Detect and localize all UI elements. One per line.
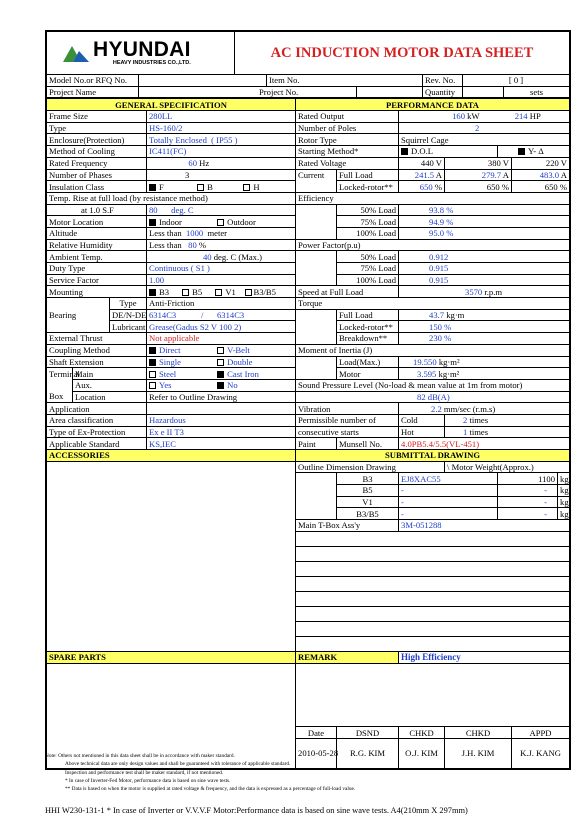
starts-label-2: consecutive starts	[296, 426, 399, 438]
signoff-appd-value[interactable]: K.J. KANG	[512, 739, 570, 768]
enclosure-value[interactable]: Totally Enclosed ( IP55 )	[147, 134, 296, 146]
type-label: Type	[47, 122, 147, 134]
coupling-label: Coupling Method	[47, 344, 147, 356]
signoff-chkd2-label: CHKD	[445, 727, 512, 739]
shaft-options[interactable]: Single Double	[147, 356, 296, 368]
indoor-checkbox[interactable]	[149, 219, 156, 226]
mount-b3b5-checkbox[interactable]	[245, 289, 252, 296]
frame-size-value[interactable]: 280LL	[147, 111, 296, 123]
application-label: Application	[47, 403, 147, 415]
humidity-label: Relative Humidity	[47, 239, 147, 251]
eff-spacer-2	[296, 216, 337, 228]
starting-option-dol[interactable]: D.O.L	[399, 146, 498, 158]
starts-cold-label: Cold	[399, 414, 445, 426]
qty-unit: sets	[504, 86, 570, 98]
current-full-380[interactable]: 279.7 A	[445, 169, 512, 181]
temp-rise-label: Temp. Rise at full load (by resistance method)	[47, 192, 296, 204]
tbox-main-label: Main	[73, 368, 147, 380]
title-table	[46, 31, 570, 75]
inertia-motor-value[interactable]: 3.595 kg·m²	[399, 368, 570, 380]
sub-b5-drawing[interactable]: -	[399, 485, 498, 497]
enclosure-label: Enclosure(Protection)	[47, 134, 147, 146]
eff-50-value[interactable]: 93.8 %	[399, 204, 570, 216]
temp-rise-value[interactable]: 80 deg. C	[147, 204, 296, 216]
note-line: * In case of Inverter-Fed Motor, performance data is based on sine wave tests.	[65, 777, 231, 784]
starts-cold-value[interactable]: 2 times	[445, 414, 570, 426]
sub-spacer-2	[296, 485, 337, 497]
sub-v1-unit: kg	[558, 496, 570, 508]
poles-value[interactable]: 2	[399, 122, 570, 134]
current-label: Current	[296, 169, 337, 181]
poles-label: Number of Poles	[296, 122, 399, 134]
qty-label: Quantity	[423, 86, 463, 98]
efficiency-label: Efficiency	[296, 192, 570, 204]
signoff-dsnd-value[interactable]: R.G. KIM	[337, 739, 399, 768]
vibration-value[interactable]: 2.2 mm/sec (r.m.s)	[399, 403, 570, 415]
starting-label: Starting Method*	[296, 146, 399, 158]
outline-label: Outline Dimension Drawing	[296, 461, 445, 473]
shaft-label: Shaft Extension	[47, 356, 147, 368]
logo-cell	[47, 32, 235, 75]
signoff-appd-label: APPD	[512, 727, 570, 739]
sub-v1-mount: V1	[337, 496, 399, 508]
current-lr-440[interactable]: 650 %	[399, 181, 445, 193]
cooling-value[interactable]: IC411(FC)	[147, 146, 296, 158]
tbox-assy-value[interactable]: 3M-051288	[399, 520, 570, 532]
voltage-440[interactable]: 440 V	[399, 157, 445, 169]
paint-label: Paint	[296, 438, 337, 450]
standard-label: Applicable Standard	[47, 438, 147, 450]
mount-b5-checkbox[interactable]	[182, 289, 189, 296]
rated-output-label: Rated Output	[296, 111, 399, 123]
submittal-blank-row[interactable]	[296, 621, 570, 636]
starts-label-1: Permissible number of	[296, 414, 399, 426]
signoff-date-label: Date	[296, 727, 337, 739]
eff-spacer-3	[296, 227, 337, 239]
location-options[interactable]: Indoor Outdoor	[147, 216, 296, 228]
bearing-type-label: Type	[110, 298, 147, 310]
inertia-label: Moment of Inertia (J)	[296, 344, 570, 356]
tbox-aux-label: Aux.	[73, 379, 147, 391]
pf-50-value[interactable]: 0.912	[399, 251, 570, 263]
inertia-spacer-1	[296, 356, 337, 368]
insulation-label: Insulation Class	[47, 181, 147, 193]
inertia-load-value[interactable]: 19.550 kg·m²	[399, 356, 570, 368]
current-full-label: Full Load	[337, 169, 399, 181]
header-table	[46, 75, 570, 98]
mount-v1-checkbox[interactable]	[215, 289, 222, 296]
pf-100-label: 100% Load	[337, 274, 399, 286]
thrust-label: External Thrust	[47, 333, 147, 345]
torque-bd-label: Breakdown**	[337, 333, 399, 345]
submittal-blank-row[interactable]	[296, 591, 570, 606]
torque-spacer-2	[296, 321, 337, 333]
sub-b3-weight[interactable]: 1100	[498, 473, 558, 485]
sub-b3-unit: kg	[558, 473, 570, 485]
section-general: GENERAL SPECIFICATION	[47, 99, 296, 111]
cooling-label: Method of Cooling	[47, 146, 147, 158]
temp-rise-sub: at 1.0 S.F	[47, 204, 147, 216]
notes	[45, 752, 571, 793]
area-value[interactable]: Hazardous	[147, 414, 296, 426]
section-accessories: ACCESSORIES	[47, 450, 296, 462]
signoff-chkd1-label: CHKD	[399, 727, 445, 739]
frequency-value[interactable]: 60 Hz	[147, 157, 296, 169]
ydelta-checkbox[interactable]	[518, 148, 525, 155]
section-remark: REMARK	[296, 651, 399, 663]
location-label: Motor Location	[47, 216, 147, 228]
double-checkbox[interactable]	[217, 359, 224, 366]
starts-hot-value[interactable]: 1 times	[445, 426, 570, 438]
accessories-box[interactable]	[47, 461, 296, 651]
steel-checkbox[interactable]	[149, 371, 156, 378]
section-submittal: SUBMITTAL DRAWING	[296, 450, 570, 462]
altitude-label: Altitude	[47, 227, 147, 239]
pf-spacer-2	[296, 263, 337, 275]
signoff-date-value[interactable]: 2010-05-28	[296, 739, 337, 768]
vbelt-checkbox[interactable]	[217, 347, 224, 354]
project-no-value[interactable]	[357, 86, 423, 98]
duty-label: Duty Type	[47, 263, 147, 275]
page-title: AC INDUCTION MOTOR DATA SHEET	[235, 32, 570, 75]
paint-value[interactable]: 4.0PB5.4/5.5(VL-451)	[399, 438, 570, 450]
submittal-blank-row[interactable]	[296, 576, 570, 591]
current-lr-380[interactable]: 650 %	[445, 181, 512, 193]
remark-box[interactable]	[296, 663, 570, 727]
bearing-de-label: DE/N-DE	[110, 309, 147, 321]
eff-spacer-1	[296, 204, 337, 216]
section-spare-parts: SPARE PARTS	[47, 651, 296, 663]
torque-full-label: Full Load	[337, 309, 399, 321]
eff-50-label: 50% Load	[337, 204, 399, 216]
torque-lr-label: Locked-rotor**	[337, 321, 399, 333]
sub-v1-weight[interactable]: -	[498, 496, 558, 508]
item-label: Item No.	[267, 75, 423, 86]
output-kw: 160	[452, 111, 466, 122]
current-lr-220[interactable]: 650 %	[512, 181, 570, 193]
sub-b5-unit: kg	[558, 485, 570, 497]
outdoor-checkbox[interactable]	[217, 219, 224, 226]
insulation-f-checkbox[interactable]	[149, 184, 156, 191]
data-sheet	[45, 30, 571, 770]
voltage-label: Rated Voltage	[296, 157, 399, 169]
submittal-blank-row[interactable]	[296, 546, 570, 561]
sf-label: Service Factor	[47, 274, 147, 286]
current-full-440[interactable]: 241.5 A	[399, 169, 445, 181]
pf-100-value[interactable]: 0.915	[399, 274, 570, 286]
frequency-label: Rated Frequency	[47, 157, 147, 169]
inertia-spacer-2	[296, 368, 337, 380]
inertia-motor-label: Motor	[337, 368, 399, 380]
sub-v1-drawing[interactable]: -	[399, 496, 498, 508]
aux-yes-checkbox[interactable]	[149, 382, 156, 389]
sound-value[interactable]: 82 dB(A)	[296, 391, 570, 403]
insulation-options[interactable]: F B H	[147, 181, 296, 193]
output-kw-unit: kW	[467, 111, 480, 122]
phases-value[interactable]: 3	[147, 169, 296, 181]
model-value[interactable]	[139, 75, 267, 86]
ambient-value[interactable]: 40 deg. C (Max.)	[147, 251, 296, 263]
torque-bd-value[interactable]: 230 %	[399, 333, 570, 345]
torque-label: Torque	[296, 298, 570, 310]
project-label: Project Name	[47, 86, 139, 98]
ex-value[interactable]: Ex e II T3	[147, 426, 296, 438]
body-table	[46, 98, 570, 768]
inertia-load-label: Load(Max.)	[337, 356, 399, 368]
sub-b3-mount: B3	[337, 473, 399, 485]
bearing-lub-label: Lubricant	[110, 321, 147, 333]
sub-b3b5-mount: B3/B5	[337, 508, 399, 520]
pf-spacer-1	[296, 251, 337, 263]
sub-b5-mount: B5	[337, 485, 399, 497]
bearing-de-value[interactable]: 6314C3 / 6314C3	[147, 309, 296, 321]
sf-value[interactable]: 1.00	[147, 274, 296, 286]
eff-100-label: 100% Load	[337, 227, 399, 239]
current-lr-label: Locked-rotor**	[337, 181, 399, 193]
area-label: Area classification	[47, 414, 147, 426]
qty-value[interactable]	[463, 86, 504, 98]
torque-spacer-3	[296, 333, 337, 345]
single-checkbox[interactable]	[149, 359, 156, 366]
sound-label: Sound Pressure Level (No-load & mean value at 1m from motor)	[296, 379, 570, 391]
sub-b3b5-drawing[interactable]: -	[399, 508, 498, 520]
torque-full-value[interactable]: 43.7 kg·m	[399, 309, 570, 321]
standard-value[interactable]: KS,IEC	[147, 438, 296, 450]
sub-b3b5-unit: kg	[558, 508, 570, 520]
bearing-type-value[interactable]: Anti-Friction	[147, 298, 296, 310]
sub-spacer-3	[296, 496, 337, 508]
submittal-blank-row[interactable]	[296, 561, 570, 576]
mounting-label: Mounting	[47, 286, 147, 298]
type-value[interactable]: HS-160/2	[147, 122, 296, 134]
output-hp-unit: HP	[529, 111, 541, 122]
signoff-chkd2-value[interactable]: J.H. KIM	[445, 739, 512, 768]
signoff-dsnd-label: DSND	[337, 727, 399, 739]
sub-spacer-1	[296, 473, 337, 485]
eff-75-label: 75% Load	[337, 216, 399, 228]
submittal-blank-row[interactable]	[296, 531, 570, 546]
model-label: Model No.or RFQ No.	[47, 75, 139, 86]
voltage-220[interactable]: 220 V	[512, 157, 570, 169]
vibration-label: Vibration	[296, 403, 399, 415]
speed-label: Speed at Full Load	[296, 286, 399, 298]
phases-label: Number of Phases	[47, 169, 147, 181]
note-line: Note: Others not mentioned in this data sheet shall be in accordance with maker standard.	[45, 753, 235, 759]
pf-75-label: 75% Load	[337, 263, 399, 275]
note-line: ** Data is based on when the motor is supplied at rated voltage & frequency, and the data is expressed as a percentage of full-load value.	[65, 786, 356, 793]
pf-75-value[interactable]: 0.915	[399, 263, 570, 275]
remark-value[interactable]: High Efficiency	[399, 651, 570, 663]
logo-brand: HYUNDAI	[93, 38, 191, 61]
rev-value[interactable]: [ 0 ]	[463, 75, 570, 86]
duty-value[interactable]: Continuous ( S1 )	[147, 263, 296, 275]
application-value[interactable]	[147, 403, 296, 415]
pf-spacer-3	[296, 274, 337, 286]
starts-hot-label: Hot	[399, 426, 445, 438]
dol-checkbox[interactable]	[401, 148, 408, 155]
aux-no-checkbox[interactable]	[217, 382, 224, 389]
current-spacer	[296, 181, 337, 193]
cast-iron-checkbox[interactable]	[217, 371, 224, 378]
section-performance: PERFORMANCE DATA	[296, 99, 570, 111]
sub-b3b5-weight[interactable]: -	[498, 508, 558, 520]
rotor-label: Rotor Type	[296, 134, 399, 146]
torque-spacer-1	[296, 309, 337, 321]
starting-option-ydelta[interactable]: Y- Δ	[498, 146, 570, 158]
sub-spacer-4	[296, 508, 337, 520]
tbox-main-options[interactable]: Steel Cast Iron	[147, 368, 296, 380]
pf-50-label: 50% Load	[337, 251, 399, 263]
submittal-blank-row[interactable]	[296, 606, 570, 621]
insulation-h-checkbox[interactable]	[243, 184, 250, 191]
eff-75-value[interactable]: 94.9 %	[399, 216, 570, 228]
frame-size-label: Frame Size	[47, 111, 147, 123]
tbox-assy-label: Main T-Box Ass'y	[296, 520, 399, 532]
footer: HHI W230-131-1 * In case of Inverter or V.V.V.F Motor:Performance data is based on sine wave tests. A4(210mm X 297mm)	[45, 806, 468, 815]
note-line: Inspection and performance test shall be maker standard, if not mentioned.	[65, 769, 224, 776]
hyundai-triangle-icon	[63, 44, 89, 62]
munsell-label: Munsell No.	[337, 438, 399, 450]
speed-value[interactable]: 3570 r.p.m	[399, 286, 570, 298]
bearing-label: Bearing	[47, 298, 110, 333]
sub-b3-drawing[interactable]: EJ8XAC55	[399, 473, 498, 485]
tbox-aux-options[interactable]: Yes No	[147, 379, 296, 391]
mounting-options[interactable]: B3 B5 V1 B3/B5	[147, 286, 296, 298]
rated-output-value[interactable]	[399, 111, 570, 123]
logo-subtitle: HEAVY INDUSTRIES CO.,LTD.	[112, 60, 191, 66]
eff-100-value[interactable]: 95.0 %	[399, 227, 570, 239]
signoff-chkd1-value[interactable]: O.J. KIM	[399, 739, 445, 768]
weight-label: \ Motor Weight(Approx.)	[445, 461, 570, 473]
insulation-b-checkbox[interactable]	[197, 184, 204, 191]
pf-label: Power Factor(p.u)	[296, 239, 570, 251]
tbox-label: Terminal Box	[47, 368, 73, 403]
humidity-value[interactable]: Less than 80 %	[147, 239, 296, 251]
rev-label: Rev. No.	[423, 75, 463, 86]
altitude-value[interactable]: Less than 1000 meter	[147, 227, 296, 239]
ambient-label: Ambient Temp.	[47, 251, 147, 263]
thrust-value[interactable]: Not applicable	[147, 333, 296, 345]
project-no-label: Project No.	[139, 86, 357, 98]
ex-label: Type of Ex-Protection	[47, 426, 147, 438]
direct-checkbox[interactable]	[149, 347, 156, 354]
mount-b3-checkbox[interactable]	[149, 289, 156, 296]
voltage-380[interactable]: 380 V	[445, 157, 512, 169]
hyundai-logo	[49, 40, 232, 66]
tbox-loc-label: Location	[73, 391, 147, 403]
output-hp: 214	[514, 111, 528, 122]
sub-b5-weight[interactable]: -	[498, 485, 558, 497]
bearing-lub-value[interactable]: Grease(Gadus S2 V 100 2)	[147, 321, 296, 333]
submittal-blank-row[interactable]	[296, 636, 570, 651]
note-line: Above technical data are only design values and shall be guaranteed with tolerance of applicable standard.	[65, 761, 291, 768]
tbox-loc-value[interactable]: Refer to Outline Drawing	[147, 391, 296, 403]
coupling-options[interactable]: Direct V-Belt	[147, 344, 296, 356]
current-full-220[interactable]: 483.0 A	[512, 169, 570, 181]
rotor-value[interactable]: Squirrel Cage	[399, 134, 570, 146]
torque-lr-value[interactable]: 150 %	[399, 321, 570, 333]
